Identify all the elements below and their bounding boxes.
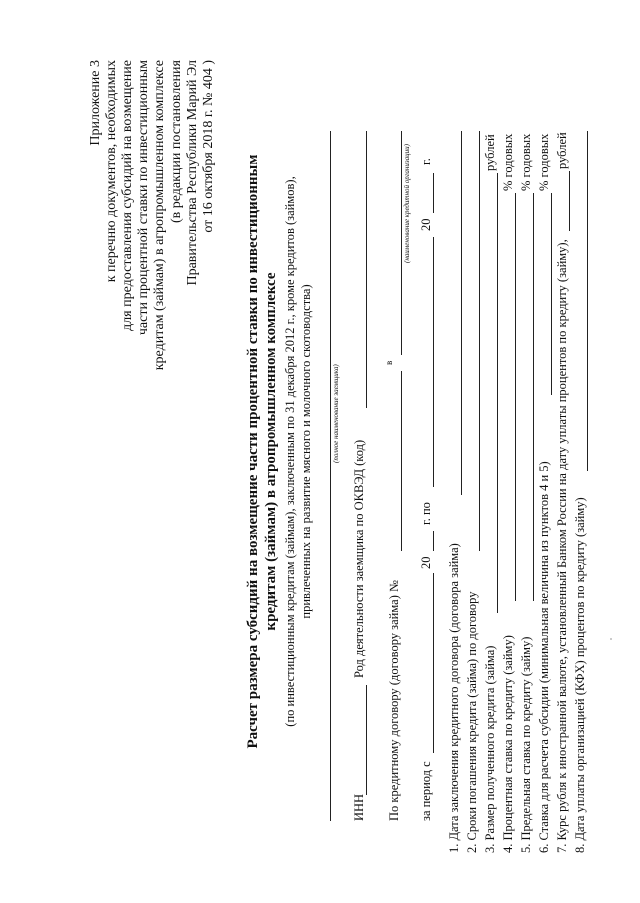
period-to-label: г. по bbox=[419, 502, 433, 525]
org-caption: (наименование кредитной организации) bbox=[403, 144, 411, 263]
borrower-name-line bbox=[330, 131, 331, 821]
okved-label: Род деятельности заемщика по ОКВЭД (код) bbox=[352, 439, 366, 678]
item-unit: % годовых bbox=[501, 133, 515, 191]
document-title: кредитам (займам) в агропромышленном комплексе bbox=[263, 272, 279, 631]
appendix-text: Правительства Республики Марий Эл bbox=[185, 60, 200, 286]
item-label: 7. Курс рубля к иностранной валюте, установленный Банком России на дату уплаты процентов по кредиту (займу), bbox=[555, 239, 569, 853]
period-end-g: г. bbox=[419, 158, 433, 165]
item-unit: % годовых bbox=[519, 133, 533, 191]
item-label: 2. Сроки погашения кредита (займа) по договору bbox=[465, 591, 479, 853]
scan-speck bbox=[610, 638, 612, 640]
item-line bbox=[533, 193, 534, 601]
item-label: 1. Дата заключения кредитного договора (договора займа) bbox=[447, 543, 461, 853]
period-label: за период с bbox=[419, 761, 433, 821]
item-label: 3. Размер полученного кредита (займа) bbox=[483, 645, 497, 853]
contract-in-label: в bbox=[384, 360, 394, 365]
inn-label: ИНН bbox=[352, 793, 366, 821]
borrower-caption: (полное наименование заемщика) bbox=[332, 364, 340, 463]
period-end-year-line bbox=[433, 173, 434, 213]
item-line bbox=[461, 131, 462, 495]
period-end-year-prefix: 20 bbox=[419, 218, 433, 231]
item-line bbox=[587, 131, 588, 471]
period-year-line bbox=[433, 531, 434, 551]
item-line bbox=[551, 193, 552, 395]
item-label: 4. Процентная ставка по кредиту (займу) bbox=[501, 635, 515, 853]
document-subtitle: (по инвестиционным кредитам (займам), заключенным по 31 декабря 2012 г., кроме кредитов (займов), bbox=[283, 176, 297, 727]
contract-label: По кредитному договору (договору займа) № bbox=[387, 580, 401, 821]
inn-line bbox=[366, 685, 367, 795]
appendix-text: кредитам (займам) в агропромышленном комплексе bbox=[152, 60, 167, 371]
appendix-text: к перечню документов, необходимых bbox=[104, 60, 119, 283]
period-start-line bbox=[433, 573, 434, 753]
appendix-date: от 16 октября 2018 г. № 404 ) bbox=[201, 60, 216, 233]
item-label: 8. Дата уплаты организацией (КФХ) процентов по кредиту (займу) bbox=[573, 497, 587, 853]
period-year-prefix: 20 bbox=[419, 556, 433, 569]
item-line bbox=[497, 173, 498, 613]
document-subtitle: привлеченных на развитие мясного и молочного скотоводства) bbox=[299, 284, 313, 619]
item-label: 6. Ставка для расчета субсидии (минимальная величина из пунктов 4 и 5) bbox=[537, 461, 551, 853]
item-label: 5. Предельная ставка по кредиту (займу) bbox=[519, 636, 533, 853]
okved-line bbox=[366, 131, 367, 408]
appendix-number: Приложение 3 bbox=[88, 60, 103, 146]
document-title: Расчет размера субсидий на возмещение части процентной ставки по инвестиционным bbox=[245, 154, 261, 749]
appendix-text: (в редакции постановления bbox=[169, 60, 184, 224]
contract-number-line bbox=[401, 371, 402, 551]
item-line bbox=[479, 131, 480, 551]
bank-name-line bbox=[401, 131, 402, 355]
item-line bbox=[515, 193, 516, 601]
item-unit: рублей bbox=[483, 134, 497, 171]
item-line bbox=[569, 171, 570, 231]
appendix-text: части процентной ставки по инвестиционным bbox=[136, 60, 151, 336]
item-unit: % годовых bbox=[537, 133, 551, 191]
item-unit: рублей bbox=[555, 132, 569, 169]
appendix-text: для предоставления субсидий на возмещение bbox=[120, 60, 135, 331]
period-end-line bbox=[433, 237, 434, 487]
